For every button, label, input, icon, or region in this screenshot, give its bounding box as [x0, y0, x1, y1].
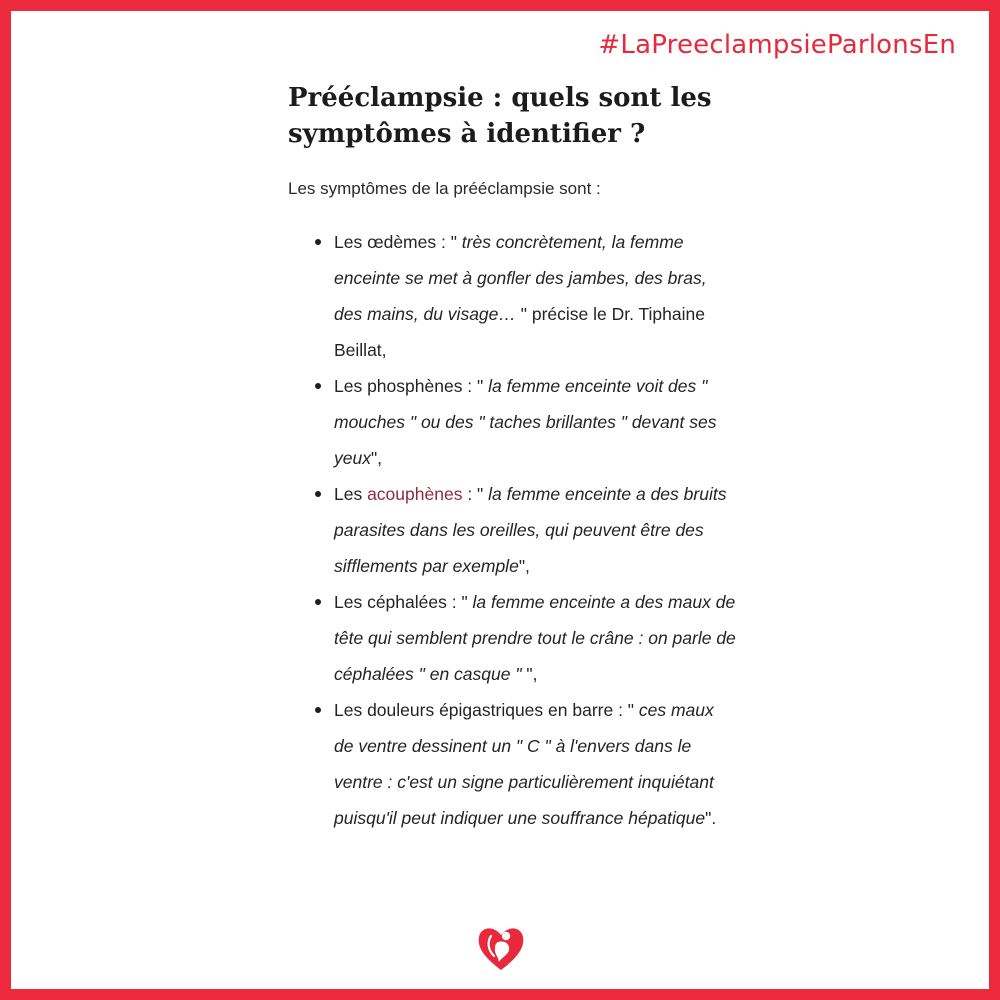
symptom-quote: la femme enceinte a des bruits parasites dans les oreilles, qui peuvent être des sifflements par exemple	[334, 484, 727, 576]
bullet-icon	[315, 491, 321, 497]
symptom-label: Les douleurs épigastriques en barre : "	[334, 700, 635, 720]
bullet-icon	[315, 383, 321, 389]
symptom-oedemes	[288, 224, 738, 368]
symptom-suffix: ",	[521, 664, 538, 684]
symptom-quote: ces maux de ventre dessinent un " C " à l'envers dans le ventre : c'est un signe particulièrement inquiétant puisqu'il peut indiquer une souffrance hépatique	[334, 700, 714, 828]
symptom-label-prefix: Les	[334, 484, 368, 504]
symptom-phosphenes	[288, 368, 738, 476]
symptom-label: Les phosphènes : "	[334, 376, 484, 396]
hashtag-title: #LaPreeclampsieParlonsEn	[598, 30, 956, 60]
symptom-suffix: ".	[705, 808, 717, 828]
symptom-suffix: " précise le Dr. Tiphaine Beillat,	[334, 304, 705, 360]
bullet-icon	[315, 599, 321, 605]
bullet-icon	[315, 239, 321, 245]
symptom-douleurs-epigastriques	[288, 692, 738, 836]
title-line-1: Prééclampsie : quels sont les	[288, 83, 712, 113]
symptom-suffix: ",	[370, 448, 383, 468]
intro-text: Les symptômes de la prééclampsie sont :	[288, 179, 601, 198]
symptom-acouphenes	[288, 476, 738, 584]
article-title	[288, 80, 738, 152]
acouphenes-link[interactable]: acouphènes	[367, 484, 463, 504]
title-line-2: symptômes à identifier ?	[288, 119, 646, 149]
article	[288, 80, 738, 836]
symptom-quote: très concrètement, la femme enceinte se met à gonfler des jambes, des bras, des mains, du visage…	[334, 232, 707, 324]
heart-mother-icon	[475, 922, 527, 972]
bullet-icon	[315, 707, 321, 713]
symptom-label: Les céphalées : "	[334, 592, 468, 612]
symptom-list	[288, 224, 738, 836]
symptom-cephalees	[288, 584, 738, 692]
symptom-suffix: ",	[518, 556, 530, 576]
symptom-label-suffix: : "	[462, 484, 484, 504]
symptom-quote: la femme enceinte a des maux de tête qui semblent prendre tout le crâne : on parle de céphalées " en casque "	[334, 592, 736, 684]
symptom-quote: la femme enceinte voit des " mouches " ou des " taches brillantes " devant ses yeux	[334, 376, 717, 468]
symptom-label: Les œdèmes : "	[334, 232, 457, 252]
